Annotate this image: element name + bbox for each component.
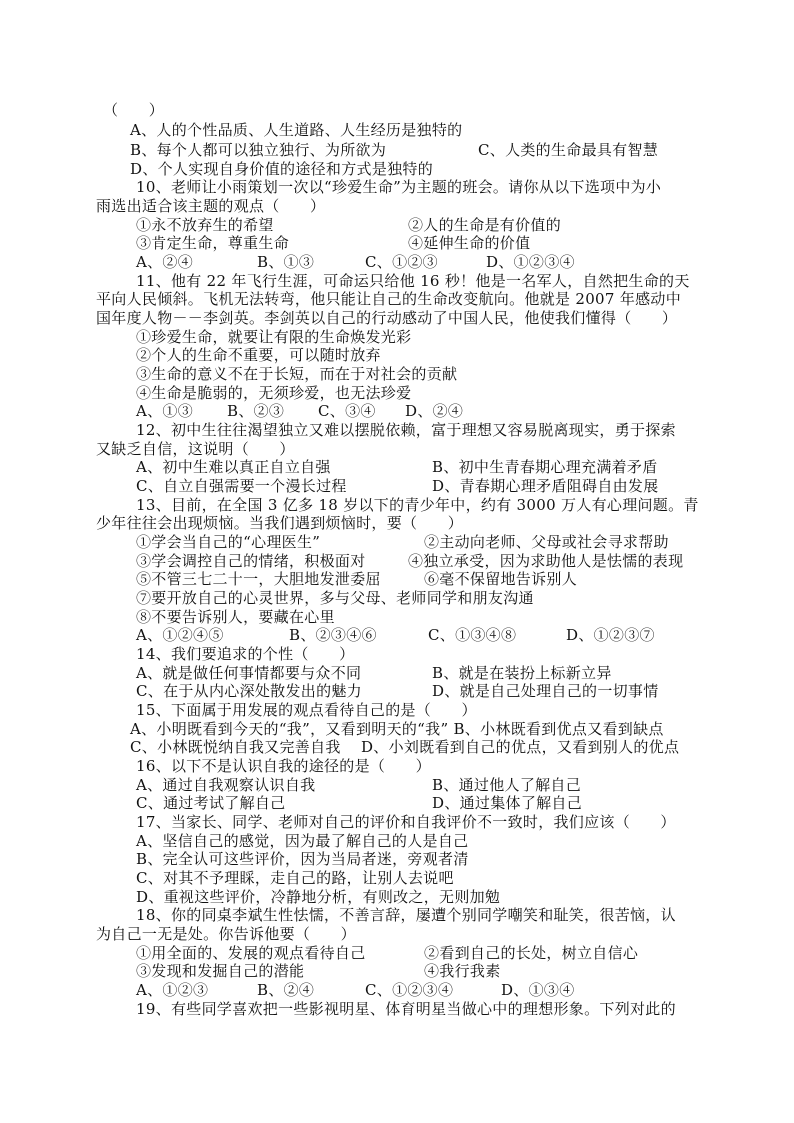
text-line: 平向人民倾斜。飞机无法转弯，他只能让自己的生命改变航向。他就是 2007 年感动中 [96, 290, 682, 308]
text-line: C、通过考试了解自己 [136, 794, 286, 812]
text-line: 雨选出适合该主题的观点（ ） [96, 197, 326, 215]
text-line: 17、当家长、同学、老师对自己的评价和自我评价不一致时，我们应该（ ） [136, 813, 676, 831]
text-line: B、②③ [227, 402, 285, 420]
text-line: A、就是做任何事情都要与众不同 [136, 664, 362, 682]
text-line: A、小明既看到今天的“我”，又看到明天的“我” B、小林既看到优点又看到缺点 [130, 720, 664, 738]
text-line: ③发现和发掘自己的潜能 [136, 962, 305, 980]
text-line: ④独立承受，因为求助他人是怯懦的表现 [408, 552, 684, 570]
text-line: ②个人的生命不重要，可以随时放弃 [136, 346, 381, 364]
text-line: C、人类的生命最具有智慧 [478, 141, 659, 159]
text-line: ③学会调控自己的情绪，积极面对 [136, 552, 366, 570]
text-line: 16、以下不是认识自我的途径的是（ ） [136, 757, 431, 775]
text-line: B、②③④⑥ [289, 626, 377, 644]
text-line: ②人的生命是有价值的 [408, 216, 562, 234]
text-line: C、①②③④ [365, 981, 454, 999]
text-line: B、通过他人了解自己 [432, 776, 582, 794]
text-line: 13、目前，在全国 3 亿多 18 岁以下的青少年中，约有 3000 万人有心理问题。青 [136, 496, 699, 514]
text-line: B、完全认可这些评价，因为当局者迷，旁观者清 [136, 850, 469, 868]
text-line: A、①②④⑤ [136, 626, 224, 644]
text-line: A、坚信自己的感觉，因为最了解自己的人是自己 [136, 832, 469, 850]
text-line: D、就是自己处理自己的一切事情 [432, 682, 659, 700]
text-line: ④生命是脆弱的，无须珍爱，也无法珍爱 [136, 384, 412, 402]
text-line: D、个人实现自身价值的途径和方式是独特的 [130, 160, 434, 178]
text-line: C、对其不予理睬，走自己的路，让别人去说吧 [136, 869, 454, 887]
text-line: 为自己一无是处。你告诉他要（ ） [96, 925, 356, 943]
text-line: C、③④ [318, 402, 376, 420]
text-line: ②看到自己的长处，树立自信心 [424, 944, 639, 962]
text-line: A、①③ [136, 402, 194, 420]
text-line: A、②④ [136, 253, 194, 271]
text-line: 国年度人物－－李剑英。李剑英以自己的行动感动了中国人民，他使我们懂得（ ） [96, 309, 678, 327]
text-line: ①学会当自己的“心理医生” [136, 533, 321, 551]
text-line: ⑦要开放自己的心灵世界，多与父母、老师同学和朋友沟通 [136, 589, 534, 607]
text-line: 11、他有 22 年飞行生涯，可命运只给他 16 秒！他是一名军人，自然把生命的天 [136, 272, 690, 290]
text-line: ④我行我素 [424, 962, 501, 980]
text-line: 10、老师让小雨策划一次以“珍爱生命”为主题的班会。请你从以下选项中为小 [136, 178, 662, 196]
text-line: D、青春期心理矛盾阻碍自由发展 [432, 477, 659, 495]
text-line: 18、你的同桌李斌生性怯懦，不善言辞，屡遭个别同学嘲笑和耻笑，很苦恼，认 [136, 906, 676, 924]
text-line: ③肯定生命，尊重生命 [136, 234, 290, 252]
text-line: 12、初中生往往渴望独立又难以摆脱依赖，富于理想又容易脱离现实，勇于探索 [136, 421, 676, 439]
text-line: ③生命的意义不在于长短，而在于对社会的贡献 [136, 365, 458, 383]
text-line: D、重视这些评价，冷静地分析，有则改之，无则加勉 [136, 888, 501, 906]
text-line: D、通过集体了解自己 [432, 794, 583, 812]
text-line: B、每个人都可以独立独行、为所欲为 [130, 141, 387, 159]
text-line: 15、下面属于用发展的观点看待自己的是（ ） [136, 701, 477, 719]
text-line: C、小林既悦纳自我又完善自我 D、小刘既看到自己的优点，又看到别人的优点 [130, 738, 680, 756]
text-line: 19、有些同学喜欢把一些影视明星、体育明星当做心中的理想形象。下列对此的 [136, 1000, 676, 1018]
text-line: （ ） [103, 101, 165, 119]
text-line: C、①②③ [365, 253, 438, 271]
text-line: B、初中生青春期心理充满着矛盾 [432, 458, 658, 476]
text-line: ⑧不要告诉别人，要藏在心里 [136, 608, 335, 626]
text-line: ⑥毫不保留地告诉别人 [424, 570, 578, 588]
text-line: ⑤不管三七二十一，大胆地发泄委屈 [136, 570, 381, 588]
text-line: 又缺乏自信，这说明（ ） [96, 440, 295, 458]
text-line: 少年往往会出现烦恼。当我们遇到烦恼时，要（ ） [96, 514, 464, 532]
text-line: A、初中生难以真正自立自强 [136, 458, 331, 476]
text-line: A、人的个性品质、人生道路、人生经历是独特的 [130, 121, 463, 139]
text-line: D、①②③⑦ [566, 626, 655, 644]
text-line: ①用全面的、发展的观点看待自己 [136, 944, 366, 962]
text-line: D、①③④ [501, 981, 575, 999]
text-line: B、就是在装扮上标新立异 [432, 664, 612, 682]
text-line: A、①②③ [136, 981, 209, 999]
text-line: ②主动向老师、父母或社会寻求帮助 [424, 533, 669, 551]
text-line: ①永不放弃生的希望 [136, 216, 274, 234]
text-line: C、在于从内心深处散发出的魅力 [136, 682, 362, 700]
text-line: B、②④ [257, 981, 315, 999]
text-line: B、①③ [257, 253, 315, 271]
text-line: D、①②③④ [486, 253, 575, 271]
text-line: ④延伸生命的价值 [408, 234, 531, 252]
text-line: ①珍爱生命，就要让有限的生命焕发光彩 [136, 328, 412, 346]
text-line: C、①③④⑧ [428, 626, 517, 644]
text-line: 14、我们要追求的个性（ ） [136, 645, 355, 663]
text-line: A、通过自我观察认识自我 [136, 776, 316, 794]
text-line: D、②④ [405, 402, 464, 420]
text-line: C、自立自强需要一个漫长过程 [136, 477, 347, 495]
